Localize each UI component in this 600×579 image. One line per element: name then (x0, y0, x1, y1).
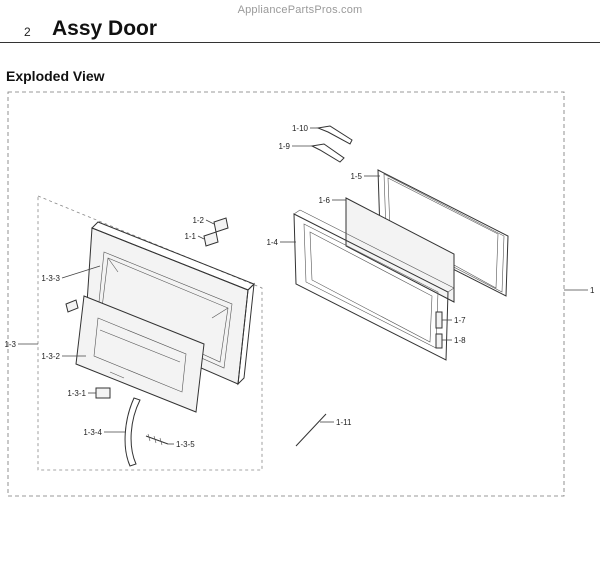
watermark: AppliancePartsPros.com (237, 4, 363, 16)
callout-1-11: 1-11 (336, 418, 352, 427)
part-1-2 (214, 218, 228, 232)
door-handle-part (125, 398, 140, 466)
callout-1-7: 1-7 (454, 316, 466, 325)
callout-1-4: 1-4 (266, 238, 278, 247)
callout-1-9: 1-9 (278, 142, 290, 151)
callout-1-3-4: 1-3-4 (83, 428, 102, 437)
part-1-10 (318, 126, 352, 144)
section-number: 2 (24, 25, 31, 39)
part-1-8 (436, 334, 442, 348)
section-title: Assy Door (52, 17, 158, 40)
callout-1-5: 1-5 (350, 172, 362, 181)
callout-1-2: 1-2 (192, 216, 204, 225)
leader-1-2 (206, 220, 214, 224)
callout-1-3-1: 1-3-1 (67, 389, 86, 398)
callout-1-3-2: 1-3-2 (41, 352, 60, 361)
badge-part (96, 388, 110, 398)
leader-1-1 (198, 236, 204, 239)
callout-1-3: 1-3 (4, 340, 16, 349)
callout-1-8: 1-8 (454, 336, 466, 345)
callout-1-3-5: 1-3-5 (176, 440, 195, 449)
callout-1: 1 (590, 286, 595, 295)
part-1-11 (296, 414, 326, 446)
callout-1-6: 1-6 (318, 196, 330, 205)
part-1-7 (436, 312, 442, 328)
part-1-1 (204, 232, 218, 246)
spring-part (146, 434, 168, 445)
door-clip-part (66, 300, 78, 312)
callout-1-3-3: 1-3-3 (41, 274, 60, 283)
callout-1-10: 1-10 (291, 124, 308, 133)
part-1-9 (312, 144, 344, 162)
callout-1-1: 1-1 (184, 232, 196, 241)
exploded-view-label: Exploded View (6, 68, 105, 84)
